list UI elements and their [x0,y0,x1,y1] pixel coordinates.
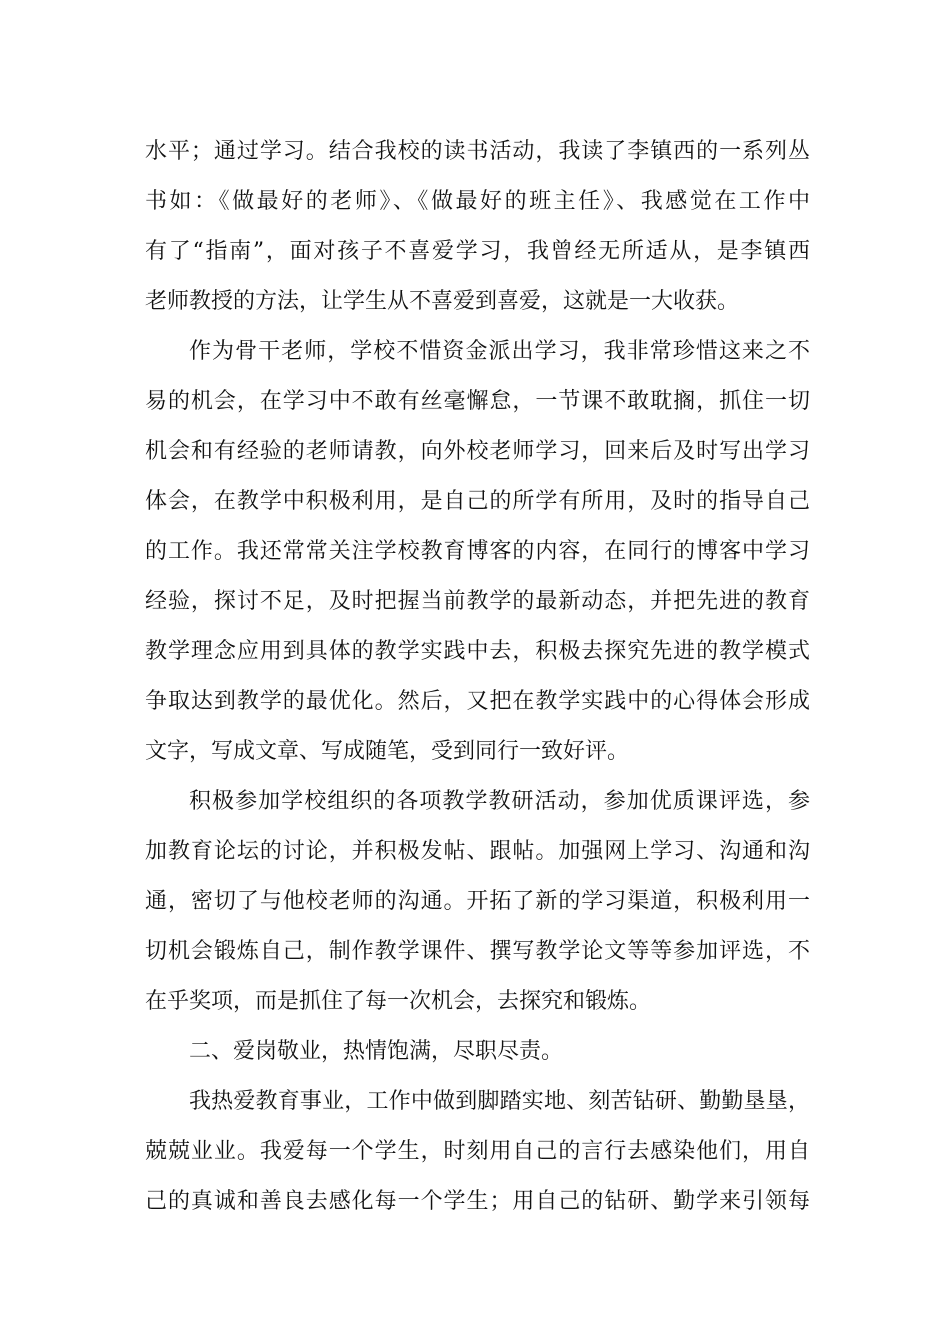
paragraph-first-line: 积极参加学校组织的各项教学教研活动，参加优质课评选，参 [189,789,810,814]
text-line: 易的机会，在学习中不敢有丝毫懈怠，一节课不敢耽搁，抓住一切 [145,389,810,414]
text-line: 加教育论坛的讨论，并积极发帖、跟帖。加强网上学习、沟通和沟 [145,839,810,864]
text-line: 有了“指南”，面对孩子不喜爱学习，我曾经无所适从，是李镇西 [145,239,810,264]
text-line: 体会，在教学中积极利用，是自己的所学有所用，及时的指导自己 [145,489,810,514]
text-line: 文字，写成文章、写成随笔，受到同行一致好评。 [145,739,630,764]
section-heading: 二、爱岗敬业，热情饱满，尽职尽责。 [189,1039,564,1064]
text-line: 的工作。我还常常关注学校教育博客的内容，在同行的博客中学习 [145,539,810,564]
text-line: 己的真诚和善良去感化每一个学生；用自己的钻研、勤学来引领每 [145,1189,810,1214]
body-text [145,127,810,1227]
text-line: 书如：《做最好的老师》、《做最好的班主任》、我感觉在工作中 [145,189,810,214]
text-line: 机会和有经验的老师请教，向外校老师学习，回来后及时写出学习 [145,439,810,464]
text-line: 切机会锻炼自己，制作教学课件、撰写教学论文等等参加评选，不 [145,939,810,964]
paragraph-first-line: 作为骨干老师，学校不惜资金派出学习，我非常珍惜这来之不 [189,339,810,364]
text-line: 通，密切了与他校老师的沟通。开拓了新的学习渠道，积极利用一 [145,889,810,914]
text-line: 老师教授的方法，让学生从不喜爱到喜爱，这就是一大收获。 [145,289,740,314]
text-line: 水平；通过学习。结合我校的读书活动，我读了李镇西的一系列丛 [145,139,810,164]
paragraph-first-line: 我热爱教育事业，工作中做到脚踏实地、刻苦钻研、勤勤垦垦， [189,1089,810,1114]
text-line: 在乎奖项，而是抓住了每一次机会，去探究和锻炼。 [145,989,652,1014]
text-line: 经验，探讨不足，及时把握当前教学的最新动态，并把先进的教育 [145,589,810,614]
text-line: 争取达到教学的最优化。然后，又把在教学实践中的心得体会形成 [145,689,810,714]
text-line: 兢兢业业。我爱每一个学生，时刻用自己的言行去感染他们，用自 [145,1139,810,1164]
text-line: 教学理念应用到具体的教学实践中去，积极去探究先进的教学模式 [145,639,810,664]
